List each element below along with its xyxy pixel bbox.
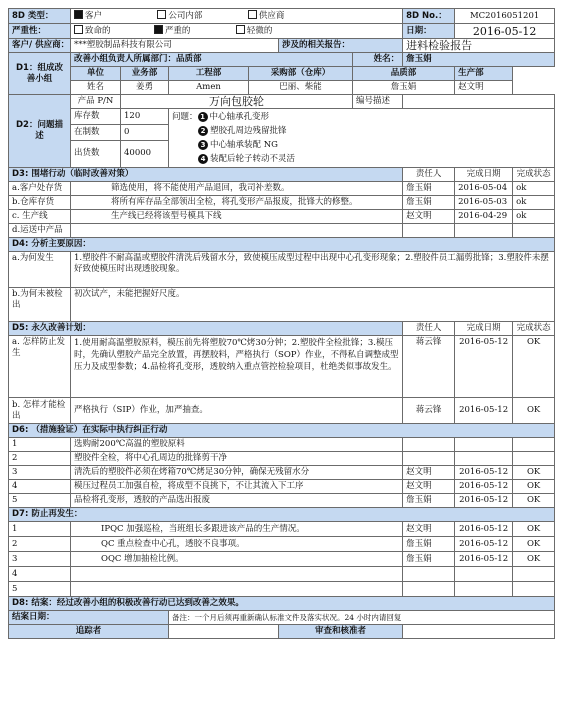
customer-label: 客户/ 供应商： xyxy=(9,39,71,53)
d8-title: D8: 结案：经过改善小组的积极改善行动已达到改善之效果。 xyxy=(9,597,555,611)
number-3-icon: 3 xyxy=(198,140,208,150)
d1-name-label: 姓名： xyxy=(353,53,403,67)
table-row xyxy=(9,537,555,552)
table-row xyxy=(9,494,555,508)
checkbox-icon[interactable] xyxy=(157,10,166,19)
table-row xyxy=(9,398,555,424)
d5-action: 严格执行（SIP）作业，加严抽查。 xyxy=(71,398,403,424)
d3-status: ok xyxy=(513,210,555,224)
d7-owner: 詹玉娟 xyxy=(403,537,455,552)
d6-title: D6: （措施验证）在实际中执行纠正行动 xyxy=(9,424,555,438)
d2-problem-item: 中心轴承孔变形 xyxy=(209,112,270,122)
d5-owner: 蒋云锋 xyxy=(403,398,455,424)
d1-name-row-label: 姓名 xyxy=(71,81,121,95)
d2-problem-item: 塑胶孔周边残留批锋 xyxy=(210,126,287,136)
d6-date: 2016-05-12 xyxy=(455,480,513,494)
d8-tracker-label: 追踪者 xyxy=(9,625,169,639)
type-label: 8D 类型： xyxy=(9,9,71,24)
d2-serial-label: 编号描述 xyxy=(353,95,403,109)
table-row xyxy=(9,582,555,597)
table-row xyxy=(9,452,555,466)
d7-status: OK xyxy=(513,552,555,567)
d6-action: 塑胶件全检，将中心孔周边的批锋剪干净 xyxy=(71,452,403,466)
d6-action: 选购耐200℃高温的塑胶原料 xyxy=(71,438,403,452)
severity-label: 严重性： xyxy=(9,24,71,39)
d7-date: 2016-05-12 xyxy=(455,537,513,552)
d3-action: 生产线已经将该型号模具下线 xyxy=(71,210,403,224)
d2-stock-label: 库存数 xyxy=(71,109,121,125)
d7-action: IPQC 加强巡检，当班组长多跟进该产品的生产情况。 xyxy=(71,522,403,537)
d2-stock-value: 120 xyxy=(121,109,169,125)
checkbox-icon[interactable] xyxy=(248,10,257,19)
checkbox-icon[interactable] xyxy=(74,25,83,34)
d6-owner: 赵文明 xyxy=(403,466,455,480)
d2-problem-label: 问题： xyxy=(172,112,198,122)
d2-serial-value xyxy=(403,95,555,109)
d7-date: 2016-05-12 xyxy=(455,552,513,567)
d5-date: 2016-05-12 xyxy=(455,398,513,424)
d7-action: QC 重点检查中心孔，透胶不良事项。 xyxy=(71,537,403,552)
type-option-internal[interactable]: 公司内部 xyxy=(157,11,202,21)
severity-option-serious[interactable]: 严重的 xyxy=(154,26,191,36)
table-row xyxy=(9,438,555,452)
d1-unit-col: 品质部 xyxy=(353,67,455,81)
table-row xyxy=(9,336,555,398)
d2-product-value: 万向包胶轮 xyxy=(121,95,353,109)
d3-date: 2016-05-04 xyxy=(455,182,513,196)
d5-owner-header: 责任人 xyxy=(403,322,455,336)
d6-no: 2 xyxy=(9,452,71,466)
d7-owner: 赵文明 xyxy=(403,522,455,537)
d3-action: 筛选使用，将不能使用产品退回，我司补差数。 xyxy=(71,182,403,196)
d8-close-date-label: 结案日期： xyxy=(9,611,169,625)
d6-date: 2016-05-12 xyxy=(455,466,513,480)
d2-product-label: 产品 P/N xyxy=(71,95,121,109)
d7-owner xyxy=(403,567,455,582)
no-label: 8D No.： xyxy=(403,9,455,24)
d5-owner: 蒋云锋 xyxy=(403,336,455,398)
d3-item: c. 生产线 xyxy=(9,210,71,224)
d5-action: 1.使用耐高温塑胶原料，模压前先将塑胶70℃烤30分钟；2.塑胶件全检批锋；3.模压时，先确认塑胶产品完全放置，再摆胶料，严格执行（SOP）作业，不得私自调整成型压力及成型参数；4.品检将孔变形，透胶纳入重点管控检验项目，杜绝类似事故发生。 xyxy=(71,336,403,398)
d7-no: 2 xyxy=(9,537,71,552)
d2-problem-box xyxy=(169,109,555,168)
d6-action: 模压过程员工加强自检，将成型不良挑下，不让其流入下工序 xyxy=(71,480,403,494)
d1-member-name: 赵文明 xyxy=(455,81,513,95)
d6-no: 1 xyxy=(9,438,71,452)
d3-status xyxy=(513,224,555,238)
d7-owner xyxy=(403,582,455,597)
d3-item: a.客户处存货 xyxy=(9,182,71,196)
d6-no: 4 xyxy=(9,480,71,494)
d2-label: D2：问题描述 xyxy=(9,95,71,168)
d5-item: b. 怎样才能检出 xyxy=(9,398,71,424)
d8-tracker-value xyxy=(169,625,279,639)
d4-why-occur-text: 1.塑胶件不耐高温或塑胶件清洗后残留水分，致使模压成型过程中出现中心孔变形现象；2.塑胶件员工漏剪批锋；3.塑胶件未摆好致使模压时出现透胶现象。 xyxy=(71,252,555,288)
table-row xyxy=(9,567,555,582)
d7-action: OQC 增加抽检比例。 xyxy=(71,552,403,567)
checkbox-icon[interactable] xyxy=(236,25,245,34)
d6-status: OK xyxy=(513,466,555,480)
d6-owner: 赵文明 xyxy=(403,480,455,494)
d3-action xyxy=(71,224,403,238)
d5-title: D5: 永久改善计划： xyxy=(9,322,403,336)
d7-status xyxy=(513,567,555,582)
d6-date: 2016-05-12 xyxy=(455,494,513,508)
d4-title: D4: 分析主要原因： xyxy=(9,238,555,252)
severity-option-minor[interactable]: 轻微的 xyxy=(236,26,273,36)
d7-status: OK xyxy=(513,522,555,537)
d6-owner xyxy=(403,452,455,466)
d1-unit-col: 业务部 xyxy=(121,67,169,81)
d7-status xyxy=(513,582,555,597)
d1-unit-label: 单位 xyxy=(71,67,121,81)
d1-member-name: Amen xyxy=(169,81,249,95)
d1-label: D1：组成改善小组 xyxy=(9,53,71,95)
d3-status-header: 完成状态 xyxy=(513,168,555,182)
d2-problem-item: 装配后轮子转动不灵活 xyxy=(210,154,296,164)
severity-options xyxy=(71,24,403,39)
no-value: MC2016051201 xyxy=(455,9,555,24)
table-row xyxy=(9,224,555,238)
report-value: 进料检验报告 xyxy=(403,39,555,53)
date-value: 2016-05-12 xyxy=(455,24,555,39)
d4-why-escape-text: 初次试产，未能把握好尺度。 xyxy=(71,288,555,322)
d7-no: 3 xyxy=(9,552,71,567)
d1-member-name: 詹玉娟 xyxy=(353,81,455,95)
d8-remark: 备注：一个月后须再重新确认标准文件及落实状况。24 小时内请回复 xyxy=(169,611,555,625)
d6-date xyxy=(455,438,513,452)
d1-member-name: 巴丽、柴能 xyxy=(249,81,353,95)
d7-no: 4 xyxy=(9,567,71,582)
d1-name-value: 詹玉娟 xyxy=(403,53,555,67)
d7-title: D7: 防止再发生： xyxy=(9,508,555,522)
d7-date xyxy=(455,567,513,582)
report-label: 涉及的相关报告： xyxy=(279,39,403,53)
d1-unit-col: 生产部 xyxy=(455,67,513,81)
type-option-supplier[interactable]: 供应商 xyxy=(248,11,285,21)
d6-action: 品检将孔变形，透胶的产品选出报废 xyxy=(71,494,403,508)
d1-unit-col: 工程部 xyxy=(169,67,249,81)
d6-owner: 詹玉娟 xyxy=(403,494,455,508)
table-row xyxy=(9,552,555,567)
table-row xyxy=(9,196,555,210)
d3-owner xyxy=(403,224,455,238)
d6-status: OK xyxy=(513,494,555,508)
d7-owner: 詹玉娟 xyxy=(403,552,455,567)
d2-shipped-value: 40000 xyxy=(121,140,169,167)
type-options xyxy=(71,9,403,24)
checkbox-icon[interactable] xyxy=(154,25,163,34)
d6-owner xyxy=(403,438,455,452)
d6-status xyxy=(513,452,555,466)
d3-owner-header: 责任人 xyxy=(403,168,455,182)
d3-owner: 詹玉娟 xyxy=(403,182,455,196)
table-row xyxy=(9,182,555,196)
d3-item: b.仓库存货 xyxy=(9,196,71,210)
d6-no: 5 xyxy=(9,494,71,508)
table-row xyxy=(9,210,555,224)
d3-date: 2016-04-29 xyxy=(455,210,513,224)
d1-unit-col: 采购部（仓库） xyxy=(249,67,353,81)
d7-action xyxy=(71,567,403,582)
d3-status: ok xyxy=(513,196,555,210)
d3-title: D3: 围堵行动（临时改善对策） xyxy=(9,168,403,182)
8d-report-sheet xyxy=(8,8,554,639)
d4-why-occur-label: a.为何发生 xyxy=(9,252,71,288)
d1-member-name: 姜勇 xyxy=(121,81,169,95)
d4-why-escape-label: b.为何未被检出 xyxy=(9,288,71,322)
d5-date: 2016-05-12 xyxy=(455,336,513,398)
table-row xyxy=(9,480,555,494)
table-row xyxy=(9,522,555,537)
d2-shipped-label: 出货数 xyxy=(71,140,121,167)
d7-date xyxy=(455,582,513,597)
d5-item: a. 怎样防止发生 xyxy=(9,336,71,398)
d3-status: ok xyxy=(513,182,555,196)
d3-owner: 詹玉娟 xyxy=(403,196,455,210)
type-option-customer[interactable]: 客户 xyxy=(74,11,102,21)
d6-status xyxy=(513,438,555,452)
customer-value: ***塑胶制品科技有限公司 xyxy=(71,39,279,53)
date-label: 日期： xyxy=(403,24,455,39)
d7-action xyxy=(71,582,403,597)
number-1-icon: 1 xyxy=(198,112,208,122)
d2-problem-item: 中心轴承装配 NG xyxy=(210,140,278,150)
severity-option-fatal[interactable]: 致命的 xyxy=(74,26,111,36)
d3-date xyxy=(455,224,513,238)
d7-date: 2016-05-12 xyxy=(455,522,513,537)
d6-date xyxy=(455,452,513,466)
checkbox-icon[interactable] xyxy=(74,10,83,19)
d7-no: 1 xyxy=(9,522,71,537)
d5-date-header: 完成日期 xyxy=(455,322,513,336)
d3-owner: 赵文明 xyxy=(403,210,455,224)
d2-wip-value: 0 xyxy=(121,124,169,140)
d5-status: OK xyxy=(513,398,555,424)
d2-wip-label: 在制数 xyxy=(71,124,121,140)
d8-reviewer-label: 审查和核准者 xyxy=(279,625,403,639)
d7-no: 5 xyxy=(9,582,71,597)
d5-status: OK xyxy=(513,336,555,398)
d6-status: OK xyxy=(513,480,555,494)
number-4-icon: 4 xyxy=(198,154,208,164)
table-row xyxy=(9,466,555,480)
d3-date-header: 完成日期 xyxy=(455,168,513,182)
d6-no: 3 xyxy=(9,466,71,480)
d3-date: 2016-05-03 xyxy=(455,196,513,210)
d3-action: 将所有库存品全部领出全检，将孔变形产品报废，批锋大的修整。 xyxy=(71,196,403,210)
d5-status-header: 完成状态 xyxy=(513,322,555,336)
d1-dept-line: 改善小组负责人所属部门：品质部 xyxy=(71,53,353,67)
d6-action: 清洗后的塑胶件必须在烤箱70℃烤足30分钟，确保无残留水分 xyxy=(71,466,403,480)
d7-status: OK xyxy=(513,537,555,552)
d3-item: d.运送中产品 xyxy=(9,224,71,238)
number-2-icon: 2 xyxy=(198,126,208,136)
d8-reviewer-value xyxy=(403,625,555,639)
